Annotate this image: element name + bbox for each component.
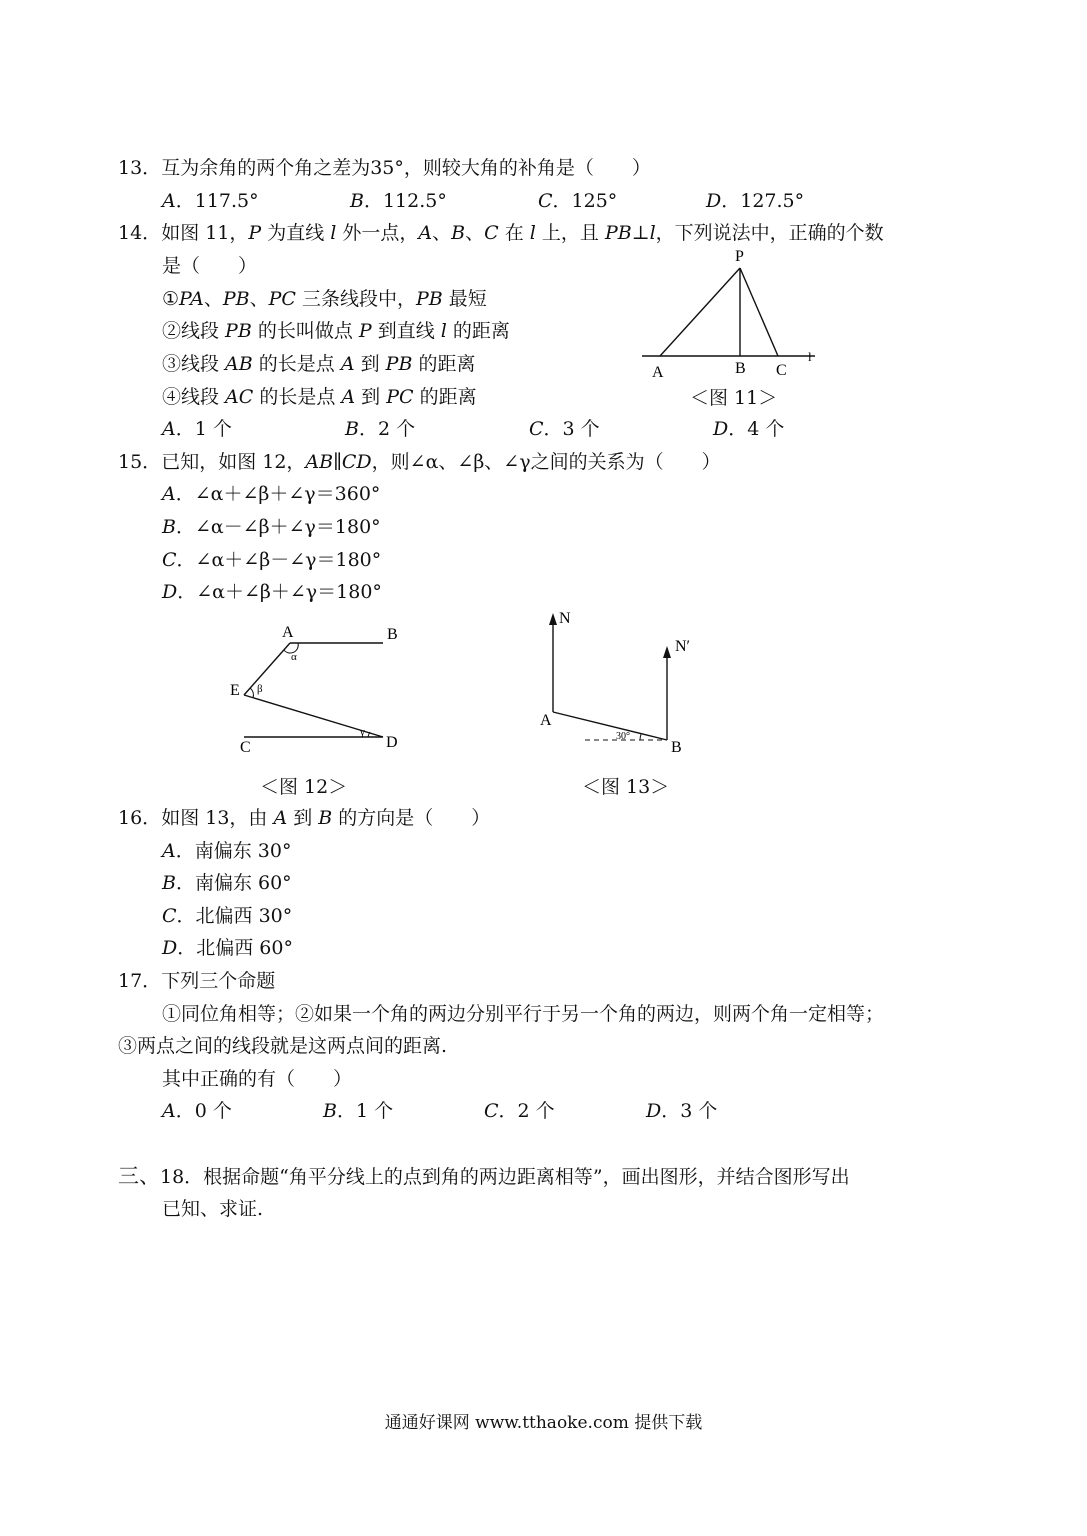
q13-option-b: B．112.5° (350, 190, 447, 212)
q17-line-3: 其中正确的有（ ） (162, 1068, 353, 1090)
section-three-heading: 三、 (118, 1164, 160, 1188)
q14-option-d: D．4 个 (713, 418, 785, 440)
q14-statement-4: ④线段 AC 的长是点 A 到 PC 的距离 (162, 386, 477, 408)
fig13-arrowhead-n-prime (663, 646, 671, 658)
q14-statement-2: ②线段 PB 的长叫做点 P 到直线 l 的距离 (162, 320, 510, 342)
figure-13 (530, 600, 710, 760)
fig13-label-n-prime: N′ (675, 638, 691, 655)
q13-option-c: C．125° (538, 190, 618, 212)
q17-option-b: B．1 个 (323, 1100, 394, 1122)
fig12-label-d: D (386, 734, 398, 751)
fig13-label-a: A (540, 712, 552, 729)
fig12-label-beta: β (257, 683, 263, 695)
q15-option-d: D．∠α＋∠β＋∠γ＝180° (162, 581, 382, 603)
q14-option-b: B．2 个 (345, 418, 416, 440)
q15-option-a: A．∠α＋∠β＋∠γ＝360° (162, 483, 381, 505)
q16-option-c: C．北偏西 30° (162, 905, 293, 927)
q14-stem-cont: 是（ ） (162, 255, 258, 277)
q18-line-2: 已知、求证. (162, 1198, 264, 1220)
footer-source: 通通好课网 www.tthaoke.com 提供下载 (384, 1413, 703, 1433)
fig12-label-gamma: γ (360, 726, 365, 738)
fig11-label-a: A (652, 364, 664, 381)
fig13-label-angle: 30° (616, 731, 630, 742)
fig12-label-alpha: α (291, 651, 297, 663)
q13-option-d: D．127.5° (706, 190, 805, 212)
q15-stem: 15．已知，如图 12，AB∥CD，则∠α、∠β、∠γ之间的关系为（ ） (118, 451, 721, 473)
fig11-segment-pc (740, 268, 778, 356)
q13-option-a: A．117.5° (162, 190, 259, 212)
fig13-label-b: B (671, 739, 682, 756)
q14-statement-3: ③线段 AB 的长是点 A 到 PB 的距离 (162, 353, 476, 375)
q13-stem: 13．互为余角的两个角之差为35°，则较大角的补角是（ ） (118, 157, 651, 179)
q17-stem: 17．下列三个命题 (118, 970, 276, 992)
q17-option-a: A．0 个 (162, 1100, 232, 1122)
q14-stem: 14．如图 11，P 为直线 l 外一点，A、B、C 在 l 上，且 PB⊥l，下列说法中，正确的个数 (118, 222, 884, 244)
figure-13-caption: ＜图 13＞ (582, 776, 670, 798)
q16-option-a: A．南偏东 30° (162, 840, 292, 862)
q16-stem: 16．如图 13，由 A 到 B 的方向是（ ） (118, 807, 491, 829)
fig13-segment-ab (553, 712, 667, 740)
q18-line-1: 三、18．根据命题“角平分线上的点到角的两边距离相等”，画出图形，并结合图形写出 (118, 1164, 850, 1188)
figure-12-caption: ＜图 12＞ (260, 776, 348, 798)
fig11-label-p: P (735, 248, 744, 265)
q14-statement-1: ①PA、PB、PC 三条线段中，PB 最短 (162, 288, 487, 310)
fig13-arrowhead-n (549, 613, 557, 625)
q17-line-2: ③两点之间的线段就是这两点间的距离. (118, 1035, 448, 1057)
fig12-label-a: A (282, 624, 294, 641)
q15-option-c: C．∠α＋∠β－∠γ＝180° (162, 549, 382, 571)
q14-option-a: A．1 个 (162, 418, 232, 440)
q15-option-b: B．∠α－∠β＋∠γ＝180° (162, 516, 381, 538)
q17-option-c: C．2 个 (484, 1100, 555, 1122)
q17-option-d: D．3 个 (646, 1100, 718, 1122)
fig12-label-e: E (230, 682, 240, 699)
q16-option-d: D．北偏西 60° (162, 937, 293, 959)
fig12-label-b: B (387, 626, 398, 643)
fig13-arc-angle (640, 734, 641, 740)
q17-line-1: ①同位角相等；②如果一个角的两边分别平行于另一个角的两边，则两个角一定相等； (162, 1003, 885, 1025)
fig11-label-b: B (735, 360, 746, 377)
q16-option-b: B．南偏东 60° (162, 872, 292, 894)
figure-11-caption: ＜图 11＞ (690, 387, 778, 409)
fig11-label-c: C (776, 362, 787, 379)
fig12-line-ae (244, 643, 290, 695)
fig11-label-l: l (808, 349, 812, 364)
fig11-segment-pa (660, 268, 740, 356)
fig13-label-n: N (559, 610, 571, 627)
q14-option-c: C．3 个 (529, 418, 600, 440)
figure-12 (220, 615, 420, 760)
fig12-label-c: C (240, 739, 251, 756)
